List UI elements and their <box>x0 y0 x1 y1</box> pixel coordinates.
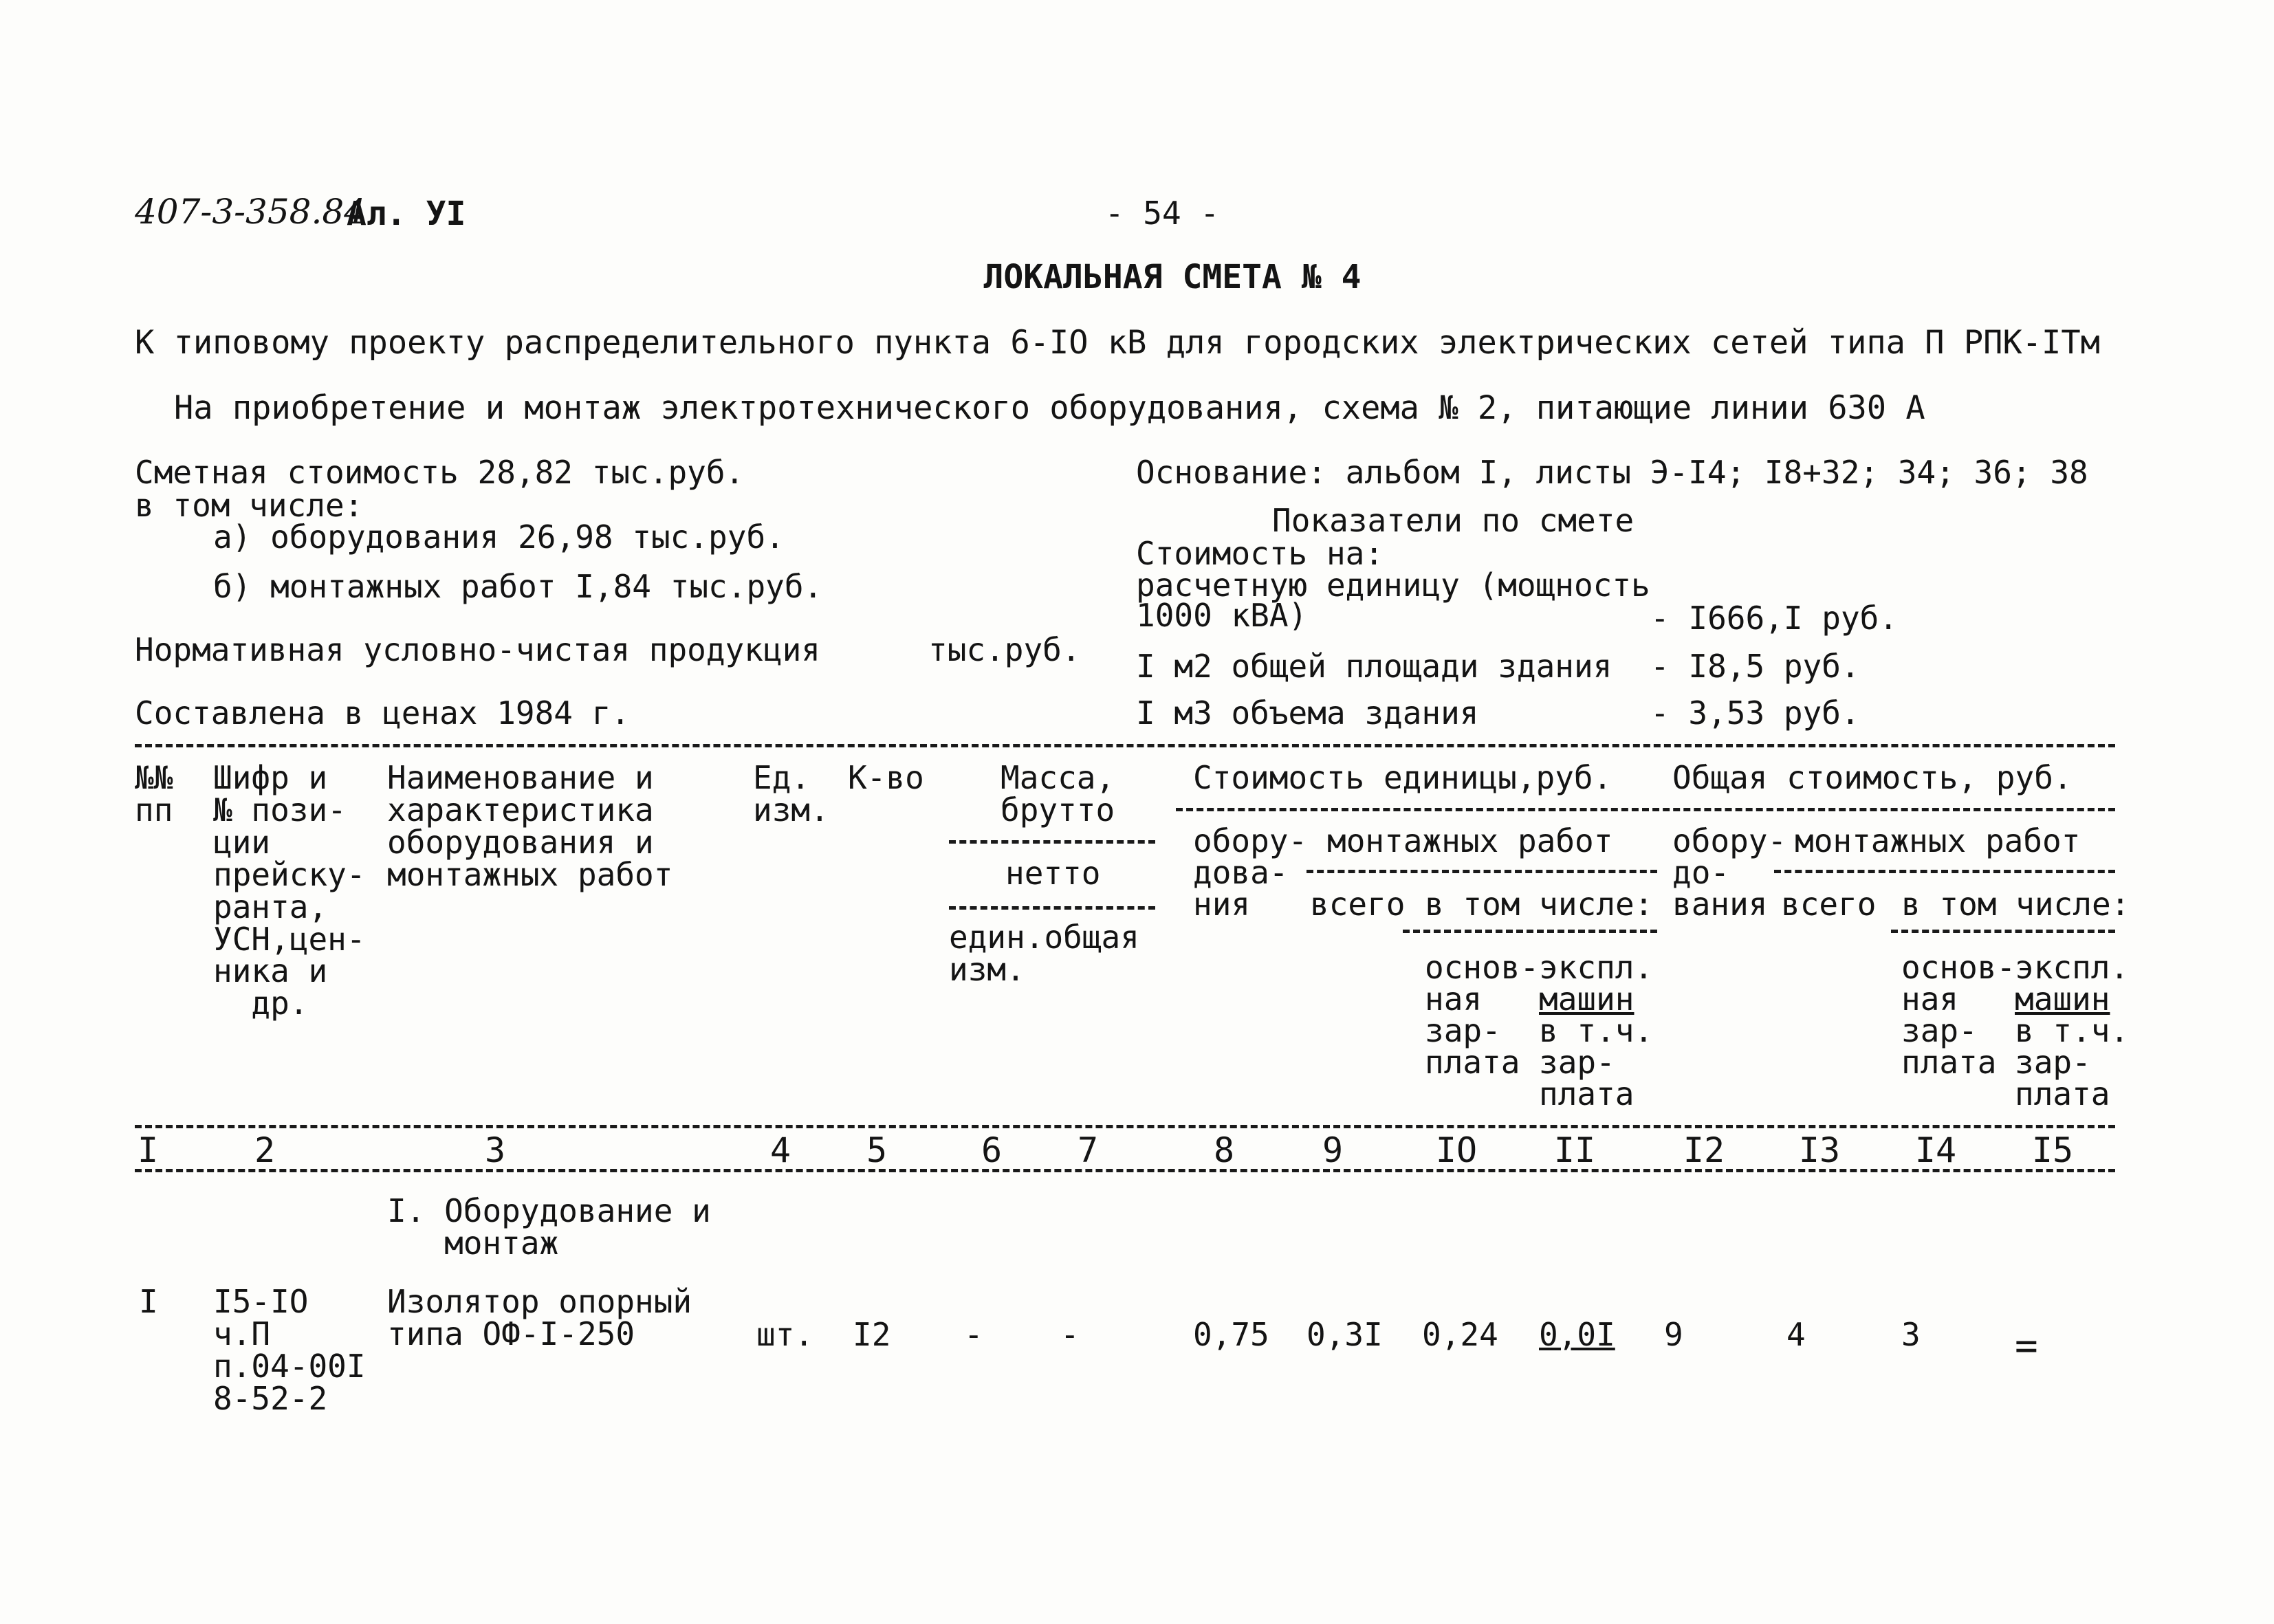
col-header-unit-machines-wage: в т.ч. зар- плата <box>1539 1012 1654 1112</box>
column-number: II <box>1553 1130 1596 1170</box>
col-header-quantity: К-во <box>848 759 924 796</box>
col-header-name: Наименование и характеристика оборудования и монтажных работ <box>387 759 673 893</box>
column-number: I5 <box>2031 1130 2074 1170</box>
unit-indicator-label-1: расчетную единицу (мощность <box>1136 567 1650 604</box>
cell-total-equipment: 9 <box>1664 1316 1683 1353</box>
col-header-unit-machines-u: машин <box>1539 980 1635 1018</box>
col-header-total-total: всего <box>1781 886 1877 923</box>
m2-indicator-value: - I8,5 руб. <box>1650 648 1860 685</box>
album-label: Ал. УI <box>347 195 466 233</box>
col-header-unit-installation: монтажных работ <box>1327 822 1613 859</box>
total-install-rule <box>1774 870 2115 873</box>
column-number-rule <box>135 1169 2115 1172</box>
total-incl-rule <box>1891 930 2115 933</box>
col-header-total-wage: основ- ная зар- плата <box>1901 949 2016 1081</box>
m3-indicator-value: - 3,53 руб. <box>1650 694 1860 732</box>
cell-mass-unit: - <box>964 1316 983 1353</box>
col-header-unit: Ед. изм. <box>753 759 829 829</box>
col-header-unit-wage: основ- ная зар- плата <box>1425 949 1540 1081</box>
column-number: I4 <box>1914 1130 1957 1170</box>
col-header-total-machines: экспл. <box>2015 949 2130 986</box>
normative-product-unit: тыс.руб. <box>928 631 1081 668</box>
column-number: 2 <box>254 1130 276 1170</box>
cell-unit-machines: 0,0I <box>1539 1316 1615 1353</box>
column-number: I2 <box>1683 1130 1725 1170</box>
mass-rule-2 <box>949 906 1155 910</box>
m2-indicator-label: I м2 общей площади здания <box>1136 648 1612 685</box>
col-header-mass-units: един.общая изм. <box>949 919 1139 988</box>
cost-on-label: Стоимость на: <box>1136 535 1384 572</box>
column-number: 6 <box>981 1130 1003 1170</box>
unit-indicator-value: - I666,I руб. <box>1650 600 1899 637</box>
column-number: 8 <box>1213 1130 1235 1170</box>
installation-cost: б) монтажных работ I,84 тыс.руб. <box>213 568 823 605</box>
cell-unit-install-total: 0,3I <box>1307 1316 1383 1353</box>
mass-rule-1 <box>949 840 1155 844</box>
col-header-total-machines-wage: в т.ч. зар- плата <box>2015 1012 2130 1112</box>
column-number: 3 <box>484 1130 506 1170</box>
basis-line: Основание: альбом I, листы Э-I4; I8+32; 34; 36; 38 <box>1136 454 2088 491</box>
cell-number: I <box>139 1283 158 1320</box>
col-header-number: №№ пп <box>135 759 173 829</box>
unit-indicator-label-2: 1000 кВА) <box>1136 597 1308 634</box>
document-code: 407-3-358.84 <box>135 192 366 232</box>
col-header-total-cost: Общая стоимость, руб. <box>1672 759 2073 796</box>
col-header-total-installation: монтажных работ <box>1795 822 2081 859</box>
cost-group-rule <box>1176 808 2115 811</box>
page-number: - 54 - <box>1104 195 1220 232</box>
estimated-cost: Сметная стоимость 28,82 тыс.руб. <box>135 454 745 491</box>
subtitle-scope: На приобретение и монтаж электротехнического оборудования, схема № 2, питающие линии 630 А <box>174 389 1925 427</box>
column-number: 7 <box>1077 1130 1099 1170</box>
col-header-code: Шифр и № пози- ции прейску- ранта, УСН,цен- ника и др. <box>213 759 366 1022</box>
col-header-unit-including: в том числе: <box>1425 886 1654 923</box>
normative-product-label: Нормативная условно-чистая продукция <box>135 631 820 668</box>
subtitle-project: К типовому проекту распределительного пункта 6-IO кВ для городских электрических сетей типа П РПК-IТм <box>135 324 2100 362</box>
table-top-rule <box>135 744 2115 747</box>
cell-total-wage: 3 <box>1901 1316 1921 1353</box>
column-number: 4 <box>769 1130 791 1170</box>
column-number: 5 <box>866 1130 888 1170</box>
cell-mass-total: - <box>1060 1316 1080 1353</box>
column-number: IO <box>1435 1130 1478 1170</box>
cell-total-machines: = <box>2015 1324 2038 1368</box>
document-title: ЛОКАЛЬНАЯ СМЕТА № 4 <box>983 258 1362 296</box>
indicators-heading: Показатели по смете <box>1272 502 1635 539</box>
col-header-netto: нетто <box>1005 855 1101 892</box>
cell-code: I5-IO ч.П п.04-00I 8-52-2 <box>213 1283 366 1417</box>
equipment-cost: а) оборудования 26,98 тыс.руб. <box>213 518 785 556</box>
col-header-total-machines-u: машин <box>2015 980 2110 1018</box>
cell-quantity: I2 <box>853 1316 891 1353</box>
section-heading: I. Оборудование и монтаж <box>387 1192 711 1262</box>
column-number: I <box>137 1130 159 1170</box>
cell-total-install: 4 <box>1786 1316 1806 1353</box>
cell-unit: шт. <box>756 1316 814 1353</box>
cell-unit-wage: 0,24 <box>1422 1316 1498 1353</box>
column-number: I3 <box>1798 1130 1841 1170</box>
cell-name: Изолятор опорный типа ОФ-I-250 <box>387 1283 692 1352</box>
col-header-total-including: в том числе: <box>1901 886 2130 923</box>
col-header-total-equipment: обору- до- вания <box>1672 822 1787 923</box>
col-header-unit-machines: экспл. <box>1539 949 1654 986</box>
column-number: 9 <box>1322 1130 1344 1170</box>
unit-incl-rule <box>1403 930 1657 933</box>
col-header-mass: Масса, брутто <box>1001 759 1115 829</box>
cell-unit-equipment: 0,75 <box>1193 1316 1269 1353</box>
price-basis: Составлена в ценах 1984 г. <box>135 694 631 732</box>
m3-indicator-label: I м3 объема здания <box>1136 694 1479 732</box>
including-label: в том числе: <box>135 487 364 524</box>
unit-install-rule <box>1307 870 1657 873</box>
col-header-unit-equipment: обору- дова- ния <box>1193 822 1308 923</box>
col-header-unit-cost: Стоимость единицы,руб. <box>1193 759 1612 796</box>
header-bottom-rule <box>135 1125 2115 1128</box>
col-header-unit-total: всего <box>1310 886 1406 923</box>
